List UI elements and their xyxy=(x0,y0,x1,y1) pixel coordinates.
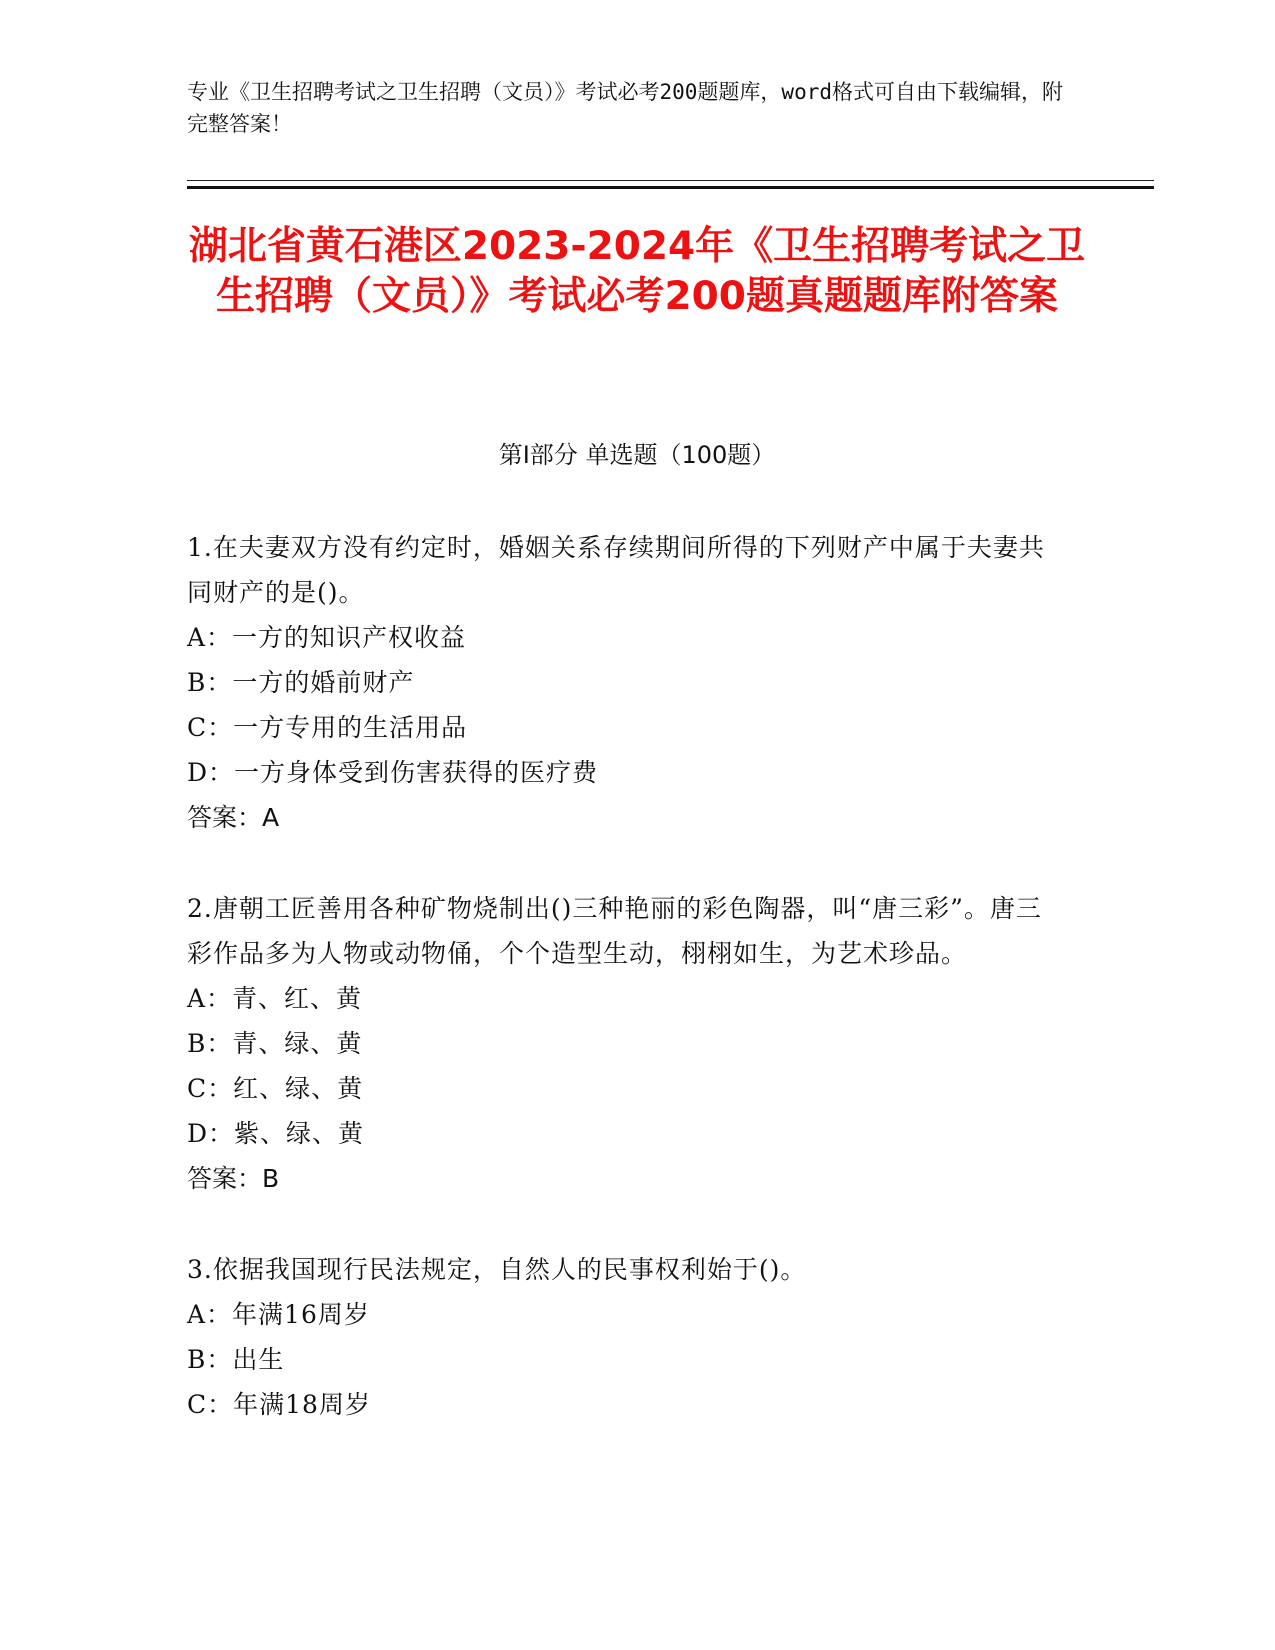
question-list xyxy=(187,525,1062,1473)
option-b: B：出生 xyxy=(187,1345,285,1374)
question-text: 1.在夫妻双方没有约定时，婚姻关系存续期间所得的下列财产中属于夫妻共同财产的是()。 xyxy=(187,533,1045,607)
header-rule-thin xyxy=(187,180,1154,181)
document-title: 湖北省黄石港区2023-2024年《卫生招聘考试之卫生招聘（文员）》考试必考200题真题题库附答案 xyxy=(188,224,1086,319)
option-c: C：年满18周岁 xyxy=(187,1390,371,1419)
answer: 答案：B xyxy=(187,1164,280,1193)
question-1 xyxy=(187,525,1062,840)
option-a: A：一方的知识产权收益 xyxy=(187,623,467,652)
header-note: 专业《卫生招聘考试之卫生招聘（文员）》考试必考200题题库，word格式可自由下载编辑，附完整答案！ xyxy=(187,80,1063,136)
option-b: B：青、绿、黄 xyxy=(187,1029,363,1058)
option-d: D：一方身体受到伤害获得的医疗费 xyxy=(187,758,599,787)
option-a: A：年满16周岁 xyxy=(187,1300,370,1329)
option-c: C：红、绿、黄 xyxy=(187,1074,364,1103)
option-a: A：青、红、黄 xyxy=(187,984,363,1013)
option-d: D：紫、绿、黄 xyxy=(187,1119,365,1148)
question-text: 2.唐朝工匠善用各种矿物烧制出()三种艳丽的彩色陶器，叫“唐三彩”。唐三彩作品多为人物或动物俑，个个造型生动，栩栩如生，为艺术珍品。 xyxy=(187,894,1042,968)
question-2 xyxy=(187,886,1062,1201)
option-b: B：一方的婚前财产 xyxy=(187,668,415,697)
question-text: 3.依据我国现行民法规定，自然人的民事权利始于()。 xyxy=(187,1255,807,1284)
section-heading: 第I部分 单选题（100题） xyxy=(498,441,776,469)
header-rule-thick xyxy=(187,186,1154,189)
option-c: C：一方专用的生活用品 xyxy=(187,713,468,742)
answer: 答案：A xyxy=(187,803,280,832)
question-3 xyxy=(187,1247,1062,1427)
